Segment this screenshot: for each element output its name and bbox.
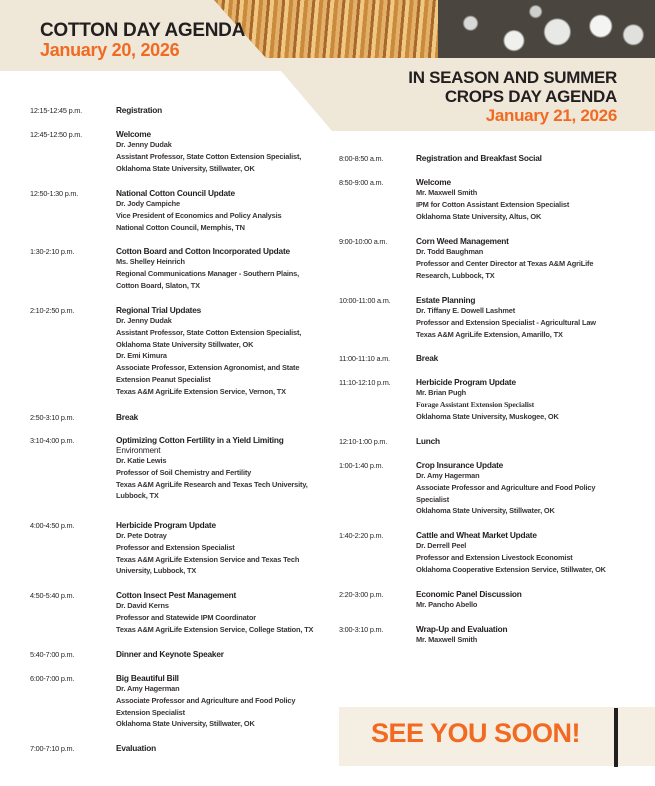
speaker-detail: National Cotton Council, Memphis, TN [116,222,245,232]
speaker-detail: Research, Lubbock, TX [416,270,495,280]
crops-day-title-line2: CROPS DAY AGENDA [444,87,617,106]
agenda-time: 11:10-12:10 p.m. [339,378,391,387]
agenda-session-title [416,460,595,517]
agenda-time: 8:00-8:50 a.m. [339,154,384,163]
agenda-session-title [416,236,593,281]
speaker-detail: Professor of Soil Chemistry and Fertility [116,467,252,477]
agenda-session-title [116,188,281,233]
speaker-detail: Associate Professor and Agriculture and Food Policy [416,482,596,492]
session-title-text: Corn Weed Management [416,236,509,246]
session-title-text: Crop Insurance Update [416,460,504,470]
session-title-text: National Cotton Council Update [116,188,235,198]
speaker-detail: Dr. Amy Hagerman [416,471,480,480]
session-title-text: Cattle and Wheat Market Update [416,530,537,540]
session-title-text: Cotton Board and Cotton Incorporated Update [116,246,290,256]
session-title-text: Economic Panel Discussion [416,589,522,599]
agenda-session-title [116,412,138,422]
speaker-detail: Extension Peanut Specialist [116,374,211,384]
session-title-text: Optimizing Cotton Fertility in a Yield Limiting [116,435,284,445]
agenda-session-title [116,246,299,291]
agenda-session-title [116,305,301,398]
session-title-continued: Environment [116,445,161,455]
agenda-time: 4:50-5:40 p.m. [30,591,75,600]
agenda-time: 12:10-1:00 p.m. [339,437,388,446]
agenda-session-title [416,177,569,222]
session-title-text: Herbicide Program Update [416,377,516,387]
speaker-detail: Dr. Pete Dotray [116,531,167,540]
agenda-time: 11:00-11:10 a.m. [339,354,390,363]
session-title-text: Break [116,412,139,422]
speaker-detail: Regional Communications Manager - Southern Plains, [116,268,300,278]
crops-day-date: January 21, 2026 [485,106,617,125]
agenda-time: 6:00-7:00 p.m. [30,674,75,683]
agenda-time: 7:00-7:10 p.m. [30,744,75,753]
agenda-session-title [116,520,299,577]
speaker-detail: Oklahoma State University, Muskogee, OK [416,411,559,421]
speaker-detail: Professor and Center Director at Texas A&M AgriLife [416,258,594,268]
session-title-text: Big Beautiful Bill [116,673,179,683]
session-title-text: Wrap-Up and Evaluation [416,624,508,634]
agenda-session-title [116,590,313,635]
crops-day-title-line1: IN SEASON AND SUMMER [408,68,617,87]
speaker-detail: Dr. Amy Hagerman [116,684,180,693]
agenda-time: 1:30-2:10 p.m. [30,247,75,256]
speaker-detail: Oklahoma State University Stillwater, OK [116,339,254,349]
divider-bar [614,708,618,767]
agenda-session-title [416,530,606,575]
agenda-session-title [116,673,295,730]
speaker-detail: Mr. Brian Pugh [416,388,467,397]
session-title-text: Registration [116,105,163,115]
speaker-detail: Professor and Extension Specialist - Agricultural Law [416,317,596,327]
speaker-detail: Cotton Board, Slaton, TX [116,280,200,290]
speaker-detail: Dr. Emi Kimura [116,351,167,361]
speaker-detail: IPM for Cotton Assistant Extension Specialist [416,199,570,209]
speaker-detail: Dr. David Kerns [116,601,169,610]
session-title-text: Break [416,353,439,363]
agenda-time: 2:20-3:00 p.m. [339,590,384,599]
cotton-day-date: January 20, 2026 [40,40,180,60]
speaker-detail: Professor and Extension Specialist [116,542,235,552]
agenda-time: 3:00-3:10 p.m. [339,625,384,634]
speaker-detail: Professor and Statewide IPM Coordinator [116,612,256,622]
agenda-session-title [416,295,596,340]
speaker-detail: Oklahoma State University, Stillwater, OK [416,506,555,516]
speaker-detail: Texas A&M AgriLife Extension, Amarillo, TX [416,329,563,339]
session-title-text: Welcome [416,177,451,187]
agenda-time: 1:00-1:40 p.m. [339,461,384,470]
agenda-time: 12:50-1:30 p.m. [30,189,79,198]
agenda-session-title [116,129,301,174]
speaker-detail: Dr. Tiffany E. Dowell Lashmet [416,306,516,315]
speaker-detail: Mr. Pancho Abello [416,600,478,609]
agenda-time: 2:50-3:10 p.m. [30,413,75,422]
speaker-detail: Forage Assistant Extension Specialist [416,399,535,409]
agenda-time: 10:00-11:00 a.m. [339,296,391,305]
speaker-detail: Dr. Todd Baughman [416,247,484,256]
session-title-text: Estate Planning [416,295,476,305]
agenda-time: 4:00-4:50 p.m. [30,521,75,530]
agenda-time: 9:00-10:00 a.m. [339,237,388,246]
speaker-detail: Lubbock, TX [116,491,159,501]
agenda-session-title [416,377,559,422]
agenda-time: 12:15-12:45 p.m. [30,106,82,115]
speaker-detail: Associate Professor and Agriculture and Food Policy [116,695,296,705]
speaker-detail: Assistant Professor, State Cotton Extension Specialist, [116,151,302,161]
speaker-detail: Texas A&M AgriLife Extension Service and Texas Tech [116,554,300,564]
speaker-detail: Oklahoma State University, Altus, OK [416,211,542,221]
speaker-detail: Dr. Jody Campiche [116,199,180,208]
speaker-detail: Vice President of Economics and Policy Analysis [116,210,282,220]
session-title-text: Herbicide Program Update [116,520,216,530]
speaker-detail: Extension Specialist [116,707,185,717]
speaker-detail: Dr. Jenny Dudak [116,140,172,149]
speaker-detail: Oklahoma State University, Stillwater, OK [116,719,255,729]
agenda-session-title [416,353,438,363]
agenda-session-title [116,435,308,502]
agenda-time: 12:45-12:50 p.m. [30,130,82,139]
session-title-text: Welcome [116,129,151,139]
speaker-detail: Associate Professor, Extension Agronomist, and State [116,363,300,373]
agenda-time: 3:10-4:00 p.m. [30,436,75,445]
speaker-detail: Specialist [416,494,450,504]
speaker-detail: Mr. Maxwell Smith [416,635,478,644]
cotton-day-title: COTTON DAY AGENDA [40,20,245,41]
agenda-time: 2:10-2:50 p.m. [30,306,75,315]
session-title-text: Cotton Insect Pest Management [116,590,237,600]
speaker-detail: Oklahoma State University, Stillwater, OK [116,163,255,173]
speaker-detail: Professor and Extension Livestock Economist [416,552,573,562]
speaker-detail: Assistant Professor, State Cotton Extension Specialist, [116,327,302,337]
see-you-soon-text: SEE YOU SOON! [371,718,581,748]
agenda-session-title [116,743,156,753]
speaker-detail: Texas A&M AgriLife Extension Service, College Station, TX [116,624,314,634]
speaker-detail: Dr. Derrell Peel [416,541,467,550]
agenda-session-title [416,589,522,611]
agenda-session-title [116,105,162,115]
see-you-soon-banner [339,707,655,766]
speaker-detail: University, Lubbock, TX [116,566,197,576]
agenda-session-title [116,649,224,659]
speaker-detail: Oklahoma Cooperative Extension Service, Stillwater, OK [416,564,606,574]
cotton-photo [438,0,655,58]
agenda-session-title [416,624,507,646]
session-title-text: Lunch [416,436,440,446]
speaker-detail: Texas A&M AgriLife Research and Texas Tech University, [116,479,308,489]
session-title-text: Dinner and Keynote Speaker [116,649,224,659]
session-title-text: Evaluation [116,743,156,753]
agenda-time: 1:40-2:20 p.m. [339,531,384,540]
agenda-session-title [416,153,542,163]
agenda-time: 5:40-7:00 p.m. [30,650,75,659]
speaker-detail: Ms. Shelley Heinrich [116,257,185,266]
agenda-time: 8:50-9:00 a.m. [339,178,384,187]
session-title-text: Regional Trial Updates [116,305,202,315]
speaker-detail: Texas A&M AgriLife Extension Service, Vernon, TX [116,386,286,396]
speaker-detail: Dr. Katie Lewis [116,456,167,465]
agenda-session-title [416,436,440,446]
session-title-text: Registration and Breakfast Social [416,153,542,163]
speaker-detail: Mr. Maxwell Smith [416,188,478,197]
speaker-detail: Dr. Jenny Dudak [116,316,172,325]
